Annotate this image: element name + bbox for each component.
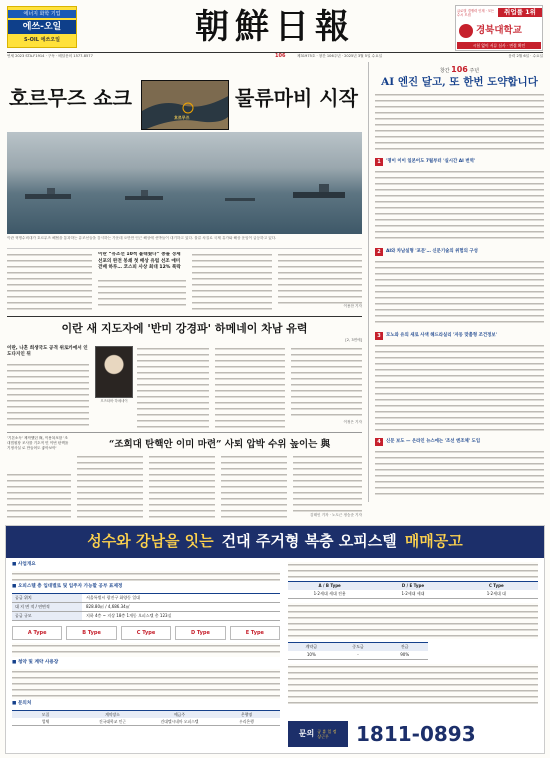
contact-label: 문의 [298,729,315,739]
type-c: C Type [121,626,171,640]
contact-label-box [288,721,348,747]
ad-headline-bar [6,526,544,558]
contract-th-3: 잔금 [400,644,409,649]
bottom-th-4: 은행명 [240,711,252,717]
ad-right-line1: 글로벌 경쟁력 인재 · 모든 수시 모집 [457,9,495,18]
map-illustration [142,81,229,130]
anniv-item-4-num: 4 [375,438,383,446]
top-story-headline-right[interactable]: 물류마비 시작 [235,86,358,110]
ad-contract-table [288,642,428,660]
top-story-col-1 [7,252,92,310]
bottom-th-3: 예금주 [173,711,185,717]
tanker-ships-illustration [7,132,362,234]
masthead-info-bar [7,52,543,59]
article-2-col-1 [7,362,89,428]
anniv-item-3-title: 모노와 유의 새로 사색 해드라실리 '자동 맞춤형 조건정보' [386,332,497,338]
top-story-byline: 이용찬 기자 [343,304,362,308]
ad-left-panel [12,562,280,750]
article-2-subhead[interactable]: 이란, 나흔 희생국도 공격 위로카에서 인도다지인 뒤 [7,346,88,358]
type-th-1: A / B Type [318,583,341,588]
khamenei-photo[interactable] [95,346,133,398]
anniv-item-1-num: 1 [375,158,383,166]
article-3-col-1 [77,454,143,520]
type-th-2: D / E Type [401,583,425,588]
anniv-number: 106 [451,65,468,74]
article-2-page-ref: [2, 3면에] [345,338,362,342]
article-khamenei [7,316,362,430]
bottom-td-1: 업체 [41,718,50,724]
top-story-col-4 [278,252,362,310]
hormuz-map-inset [141,80,229,130]
bottom-th-2: 계약장소 [105,711,120,717]
article-3-quote-box[interactable] [7,436,71,520]
type-td-1: 1·2세대 세대 전용 [313,591,346,596]
ad-contact[interactable] [288,720,538,748]
ad-headline-3: 매매공고 [404,532,463,551]
ad-section-2: ■ 오피스텔 층 입대별로 및 입주자 가능할 공부 표제정 [12,583,123,589]
ad-right-panel [288,562,538,750]
article-3-headline[interactable]: “조희대 탄핵안 이미 마련” 사퇴 압박 수위 높이는 與 [108,439,331,450]
anniv-item-3[interactable] [375,332,544,434]
spec-value-1: 서울특별시 광진구 화양동 일대 [86,595,141,601]
contract-td-2: - [357,652,359,657]
contract-td-3: 90% [400,652,410,657]
article-judiciary [7,432,362,522]
anniv-item-4-title: 신문 보도 — 온라인 뉴스에는 '조선 엔조체' 도입 [386,438,481,444]
ad-spec-table [12,593,280,621]
bottom-th-1: 모집 [41,711,50,717]
top-story-divider [7,248,362,249]
anniv-item-3-num: 3 [375,332,383,340]
anniv-post: 주년 [469,68,480,74]
ad-left-sub: S-OIL 에쓰오일 [23,37,61,43]
spec-label-1: 공급 위치 [12,594,82,602]
contract-td-1: 10% [306,652,316,657]
anniv-item-2-num: 2 [375,248,383,256]
spec-value-2: 828.80㎡ / 4,686.34㎡ [86,604,130,610]
article-3-col-2 [149,454,215,520]
type-d: D Type [175,626,225,640]
type-e: E Type [230,626,280,640]
khamenei-photo-caption: 모즈타바 하메네이 [100,399,128,403]
photo-caption: 이란 혁명수비대가 호르무즈 해협을 통과하는 유조선들을 감시하는 가운데 오만만 인근 해상에 선박들이 대기하고 있다. 물류 차질로 국제 유가와 해상 운임이 급등하고 있다. [7,236,277,240]
map-label: 호르무즈 [174,115,190,120]
university-emblem-icon [459,24,473,38]
ad-type-table [288,581,538,599]
top-story-subhead[interactable]: 이란 “유조선 10척 불태웠다” 충돌 경제 선포의 완전 봉쇄 첫 배상 유럽 선조 애미 걷배 하루… 코스피 사상 최대 12% 폭락 [98,252,181,270]
ad-headline-2: 건대 주거형 복층 오피스텔 [221,532,397,551]
bottom-td-3: 건대엘시네마 오피스텔 [160,718,199,724]
contract-th-1: 계약금 [305,644,318,649]
article-3-col-4 [293,454,362,512]
top-story-col-2 [98,252,186,310]
ad-left-name: 에쓰-오일 [8,20,76,34]
anniv-item-1-title: '명이 이이 일본어도 7월부터 '실시간 AI 번역' [386,158,476,164]
spec-label-3: 공급 규모 [12,612,82,620]
article-2-col-4 [291,346,362,420]
anniv-item-2[interactable] [375,248,544,328]
type-th-3: C Type [488,583,504,588]
realestate-ad[interactable] [5,525,545,754]
anniversary-headline[interactable]: AI 엔진 달고, 또 한번 도약합니다 [381,76,538,88]
masthead-ad-left[interactable] [7,6,77,48]
top-story-headline-left[interactable]: 호르무즈 쇼크 [9,86,132,110]
type-a: A Type [12,626,62,640]
type-b: B Type [66,626,116,640]
article-3-quote: '기본소득' 제작했던 與, 이용복포함 '조대법원장 조사를 기초적 민 이번 탄핵을 기정사실 로 만들어도 좋아보아' [7,436,69,451]
article-3-byline: 김태인 기자 · 노도근 정승준 기자 [310,513,362,517]
anniversary-label [375,64,544,76]
contract-th-2: 중도금 [352,644,364,649]
anniv-item-1[interactable] [375,158,544,244]
masthead-info-mid: 제31975호 · 창간 106주년 · 2025년 3월 5일 수요일 [297,54,383,58]
anniv-item-4[interactable] [375,438,544,500]
type-td-3: 1·2세대 대 [486,591,506,596]
ad-section-4: ■ 문의처 [12,700,32,706]
type-td-2: 1·2세대 세대 [401,591,425,596]
ad-right-badge: 취업률 1위 [498,8,542,17]
bottom-td-2: 건국대학교 인근 [99,718,126,724]
newspaper-title: 朝鮮日報 [195,7,355,47]
masthead-info-left: 연세 2023 STA-F1914 · 구독 · 배달문의 1577-8577 [7,54,93,58]
spec-label-2: 대 지 면 적 / 연면적 [12,603,82,611]
article-2-headline[interactable]: 이란 새 지도자에 '반미 강경파' 하메네이 차남 유력 [61,322,308,335]
ad-right-name: 경북대학교 [476,25,522,36]
issue-number-badge: 106 [275,53,286,59]
tanker-photo[interactable] [7,132,362,234]
ad-section-1: ■ 사업개요 [12,562,36,567]
anniv-intro-text [375,92,544,154]
bottom-td-4: 우리은행 [239,718,254,724]
top-story-col-3 [192,252,272,310]
top-story [7,62,362,312]
article-3-col-3 [221,454,287,520]
ad-section-3: ■ 청약 및 계약 사용장 [12,660,59,666]
contact-phone[interactable]: 1811-0893 [356,721,476,746]
article-2-byline: 이정은 기자 [343,420,362,424]
contact-sub: 공 휴 일 정상근무 [317,729,337,739]
ad-type-row [12,626,280,640]
anniversary-box [368,62,543,502]
ad-right-sub: 시험 없이 서류 심사 · 면접 확인 [457,42,541,49]
article-2-col-3 [215,346,285,428]
article-2-col-2 [137,346,209,428]
masthead [0,0,550,58]
anniv-pre: 창간 [439,68,450,74]
ad-headline-1: 성수와 강남을 잇는 [87,532,214,551]
spec-value-3: 지하 4층 ~ 지상 18층 1개동 오피스텔 총 123실 [86,613,172,619]
masthead-info-right: 음력 2월 6일 · 수요일 [508,54,543,58]
ad-bottom-table [12,710,280,726]
masthead-ad-right[interactable] [455,5,543,51]
ad-left-top: 에너지 화학 기업 [8,10,76,18]
anniv-item-2-title: AI와 차남실형 '포문'… 신문기술의 위험의 구성 [386,248,478,254]
